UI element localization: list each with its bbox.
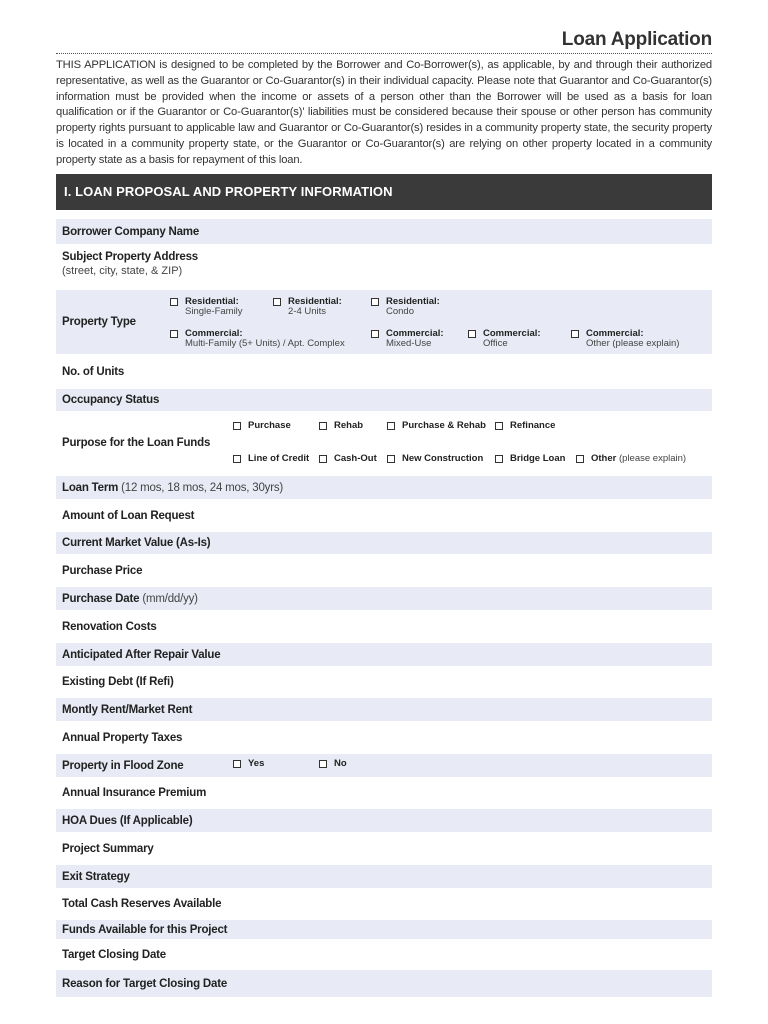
loan-term-label: Loan Term [62,481,119,494]
checkbox[interactable] [495,455,503,463]
market-value-row[interactable] [56,532,712,554]
arv-label: Anticipated After Repair Value [62,648,221,661]
subject-address-row[interactable] [56,244,712,290]
intro-paragraph: THIS APPLICATION is designed to be completed by the Borrower and Co-Borrower(s), as applicable, by and through their authorized representative, as well as the Guarantor or Co-Guarantor(s) in their individual capacity. Please note that Guarantor and Co-Guarantor(s) information must be provided when the income or assets of a person other than the Borrower will be used as a basis for loan qualification or if the Guarantor or Co-Guarantor(s)' liabilities must be considered because their spouse or other person has community property rights pursuant to applicable law and Guarantor or Co-Guarantor(s) resides in a community property state, the security property is located in a community property state, or the Guarantor or Co-Guarantor(s) are relying on other property located in a community property state as a basis for repayment of this loan. [56,59,712,166]
checkbox[interactable] [371,298,379,306]
property-type-row: Property Type Residential: Single-Family Residential: 2-4 Units Residential: Condo Commercial: Multi-Family (5+ Units) / Apt. Complex Commercial: Mixed-Use Commercial: Office Commercial: Other (please explain) [56,290,712,354]
checkbox[interactable] [495,422,503,430]
page-title: Loan Application [561,29,712,50]
project-summary-label: Project Summary [62,842,154,855]
loan-amount-label: Amount of Loan Request [62,509,195,522]
hoa-row[interactable] [56,809,712,832]
purpose-row: Purpose for the Loan Funds Purchase Rehab Purchase & Rehab Refinance Line of Credit Cash-Out New Construction Bridge Loan Other (please explain) [62,420,687,464]
checkbox[interactable] [468,330,476,338]
purpose-label: Purpose for the Loan Funds [62,437,211,449]
project-summary-row[interactable] [56,837,712,860]
no-units-label: No. of Units [62,365,125,378]
taxes-row[interactable] [56,726,712,749]
subject-address-hint: (street, city, state, & ZIP) [62,265,183,277]
flood-zone-label: Property in Flood Zone [62,759,184,772]
checkbox[interactable] [387,455,395,463]
purchase-price-label: Purchase Price [62,564,143,577]
arv-row[interactable] [56,643,712,666]
exit-strategy-row[interactable] [56,865,712,888]
checkbox[interactable] [233,760,241,768]
checkbox[interactable] [170,298,178,306]
checkbox[interactable] [571,330,579,338]
checkbox[interactable] [576,455,584,463]
borrower-company-label: Borrower Company Name [62,225,200,238]
closing-reason-row[interactable] [56,970,712,997]
exit-strategy-label: Exit Strategy [62,870,130,883]
flood-zone-row: Property in Flood Zone Yes No [56,754,712,777]
checkbox[interactable] [233,422,241,430]
funds-available-label: Funds Available for this Project [62,923,228,936]
loan-term-row[interactable] [56,476,712,499]
closing-date-label: Target Closing Date [62,948,166,961]
loan-term-hint: (12 mos, 18 mos, 24 mos, 30yrs) [121,481,284,494]
closing-date-row[interactable] [56,943,712,966]
checkbox[interactable] [387,422,395,430]
loan-amount-row[interactable] [56,504,712,527]
checkbox[interactable] [170,330,178,338]
closing-reason-label: Reason for Target Closing Date [62,977,228,990]
renovation-label: Renovation Costs [62,620,157,633]
purchase-date-row[interactable] [56,587,712,610]
insurance-row[interactable] [56,781,712,804]
cash-reserves-label: Total Cash Reserves Available [62,897,222,910]
property-type-label: Property Type [62,316,136,328]
purchase-price-row[interactable] [56,559,712,582]
purchase-date-hint: (mm/dd/yy) [142,592,198,605]
market-value-label: Current Market Value (As-Is) [62,537,211,549]
checkbox[interactable] [233,455,241,463]
cash-reserves-row[interactable] [56,892,712,915]
section-header: I. LOAN PROPOSAL AND PROPERTY INFORMATION [56,174,712,210]
checkbox[interactable] [273,298,281,306]
existing-debt-label: Existing Debt (If Refi) [62,675,174,688]
occupancy-row[interactable] [56,389,712,411]
checkbox[interactable] [371,330,379,338]
checkbox[interactable] [319,760,327,768]
rent-label: Montly Rent/Market Rent [62,703,193,716]
funds-available-row[interactable] [56,920,712,939]
hoa-label: HOA Dues (If Applicable) [62,814,193,827]
no-units-row[interactable] [56,359,712,384]
occupancy-label: Occupancy Status [62,394,160,406]
existing-debt-row[interactable] [56,670,712,693]
purchase-date-label: Purchase Date [62,592,140,605]
insurance-label: Annual Insurance Premium [62,786,207,799]
checkbox[interactable] [319,422,327,430]
checkbox[interactable] [319,455,327,463]
taxes-label: Annual Property Taxes [62,731,183,744]
renovation-row[interactable] [56,615,712,638]
subject-address-label: Subject Property Address [62,251,199,263]
title-divider [56,53,712,54]
rent-row[interactable] [56,698,712,721]
borrower-company-row[interactable] [56,219,712,244]
